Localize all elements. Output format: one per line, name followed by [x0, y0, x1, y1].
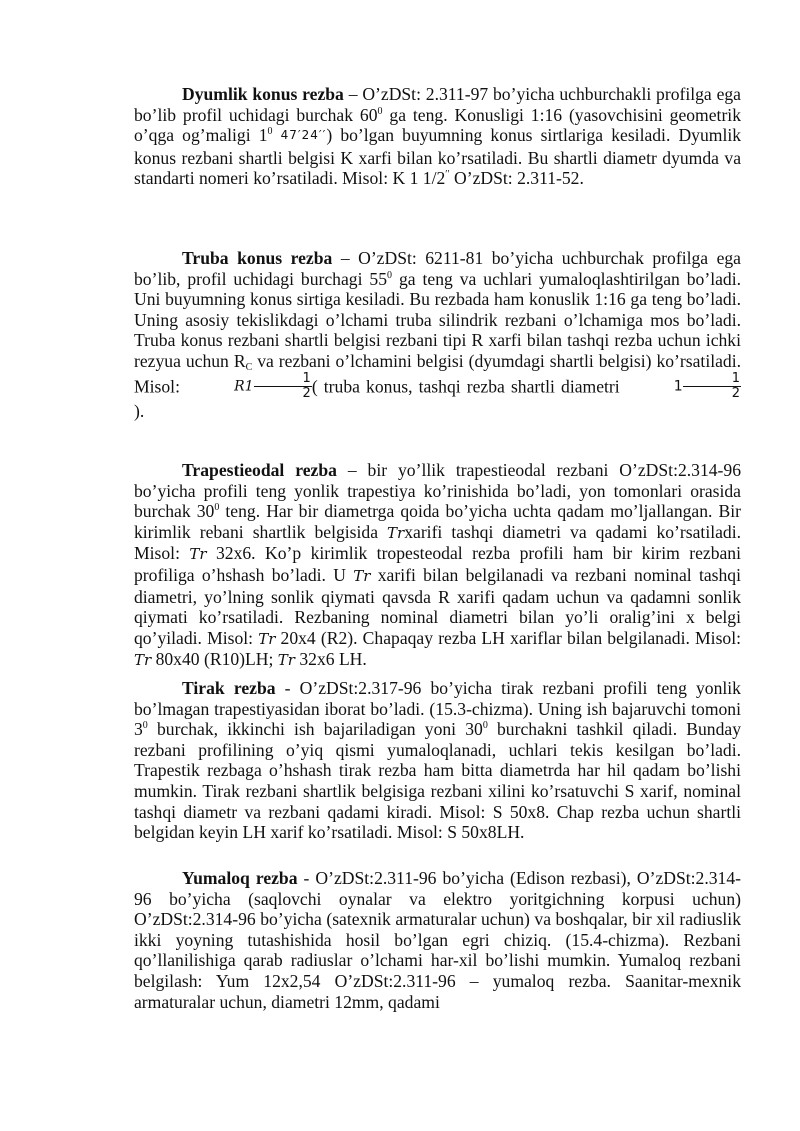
text: 20x4 (R2). Chapaqay rezba LH xariflar bilan belgilanadi. Misol: — [275, 627, 741, 648]
text: xarifi bilan belgilanadi va rezbani nominal tashqi diametri, yo’lning sonlik qiymati qavsda R xarifi qadam uchun va qadamni sonlik qiymati ko’rsatiladi. Rezbaning nominal diametri bilan yo’li oralig’ini x belgi qo’yiladi. Misol: — [134, 564, 741, 648]
text: ga teng. Konusligi 1:16 (yasovchisini geometrik o’qga og’maligi 1 — [134, 104, 741, 146]
paragraph-yumaloq-rezba — [134, 868, 741, 1012]
fraction-numerator: 1 — [683, 372, 741, 387]
fraction-denominator: 2 — [731, 385, 740, 401]
fraction-denominator: 2 — [302, 385, 311, 401]
text: ). — [134, 400, 145, 421]
text: xarifi tashqi diametri va qadami ko’rsatiladi. Misol: — [134, 521, 741, 564]
paragraph-dyumlik-konus-rezba — [134, 84, 741, 189]
text: - O’zDSt:2.317-96 bo’yicha tirak rezbani profili teng yonlik bo’lmagan trapestiyasidan iborat bo’ladi. (15.3-chizma). Uning ish bajaruvchi tomoni 3 — [134, 678, 741, 740]
fraction — [254, 372, 312, 401]
superscript: 0 — [377, 105, 383, 117]
term-truba-konus-rezba: Truba konus rezba — [182, 248, 333, 268]
superscript: 0 — [482, 720, 488, 732]
text: 80x40 (R10)LH; — [151, 649, 278, 670]
term-dyumlik-konus-rezba: Dyumlik konus rezba — [182, 84, 344, 104]
text: O’zDSt: 2.311-52. — [449, 168, 584, 189]
tr-symbol: Tr — [387, 523, 405, 542]
fraction-numerator: 1 — [254, 372, 312, 387]
paragraph-trapestieodal-rezba — [134, 460, 741, 671]
tr-symbol: Tr — [189, 545, 207, 564]
tr-symbol: Tr — [353, 566, 371, 585]
text: burchakni tashkil qiladi. Bunday rezbani profilining o’yiq qismi yumaloqlanadi, uchlari tekis kesilgan bo’ladi. Trapestik rezbaga o’hshash tirak rezba ham bitta diametrda har hil qadam bo’lishi mumkin. Tirak rezbani shartlik belgisiga rezbani xilini ko’rsatuvchi S xarif, nominal tashqi diametr va rezbani qadami kiradi. Misol: S 50x8. Chap rezba uchun shartli belgidan keyin LH xarif ko’rsatiladi. Misol: S 50x8LH. — [134, 719, 741, 843]
text: – bir yo’llik trapestieodal rezbani O’zDSt:2.314-96 bo’yicha profili teng yonlik trapestiya ko’rinishida bo’ladi, yon tomonlari orasida burchak 30 — [134, 460, 741, 522]
formula-one-half-inch — [626, 372, 741, 401]
inch-mark: ′′ — [445, 169, 450, 181]
text: ( truba konus, tashqi rezba shartli diametri — [311, 376, 626, 397]
term-yumaloq-rezba: Yumaloq rezba — [182, 868, 298, 888]
superscript: 0 — [267, 126, 273, 138]
subscript: C — [245, 361, 253, 373]
paragraph-tirak-rezba — [134, 678, 741, 843]
tr-symbol: Tr — [258, 629, 276, 648]
text: – O’zDSt: 6211-81 bo’yicha uchburchak profilga ega bo’lib, profil uchidagi burchagi 55 — [134, 248, 741, 289]
text: teng. Har bir diametrga qoida bo’yicha uchta qadam mo’ljallangan. Bir kirimlik rebani shartlik belgisida — [134, 501, 741, 542]
formula-r: R1 — [234, 378, 254, 395]
text: 32x6. Ko’p kirimlik tropesteodal rezba profili ham bir kirim rezbani profiliga o’hshash bo’ladi. U — [134, 543, 741, 585]
formula-r-one-half — [186, 372, 312, 401]
fraction — [683, 372, 741, 401]
fraction-whole: 1 — [673, 378, 683, 395]
term-trapestieodal-rezba: Trapestieodal rezba — [182, 460, 337, 480]
term-tirak-rezba: Tirak rezba — [182, 678, 276, 698]
paragraph-truba-konus-rezba — [134, 248, 741, 421]
tr-symbol: Tr — [134, 651, 152, 670]
text: burchak, ikkinchi ish bajariladigan yoni 30 — [147, 719, 483, 740]
superscript: 0 — [142, 720, 148, 732]
superscript: 0 — [214, 502, 220, 514]
text: ga teng va uchlari yumaloqlashtirilgan bo’ladi. Uni buyumning konus sirtiga kesiladi. Bu rezbada ham konuslik 1:16 ga teng bo’ladi. Uning asosiy tekislikdagi o’lchami truba silindrik rezbani o’lchamiga mos bo’ladi. Truba konus rezbani shartli belgisi rezbani tipi R xarfi bilan tashqi rezba uchun ichki rezyua uchun R — [134, 268, 741, 371]
text: ) bo’lgan buyumning konus sirtlariga kesiladi. Dyumlik konus rezbani shartli belgisi K xarfi bilan ko’rsatiladi. Bu shartli diametr dyumda va standarti nomeri ko’rsatiladi. Misol: K 1 1/2 — [134, 125, 742, 189]
superscript: 0 — [387, 269, 393, 281]
text: - O’zDSt:2.311-96 bo’yicha (Edison rezbasi), O’zDSt:2.314-96 bo’yicha (saqlovchi oynalar va elektro yoritgichning korpusi uchun) O’zDSt:2.314-96 bo’yicha (satexnik armaturalar uchun) va boshqalar, bir xil radiuslik ikki yoyning tutashishida hosil bo’lgan egri chiziq. (15.4-chizma). Rezbani qo’llanilishiga qarab radiuslar o’lchami har-xil bo’lishi mumkin. Yumaloq rezbani belgilash: Yum 12x2,54 O’zDSt:2.311-96 – yumaloq rezba. Saanitar-mexnik armaturalar uchun, diametri 12mm, qadami — [134, 868, 741, 1012]
text: 32x6 LH. — [294, 649, 367, 670]
text: va rezbani o’lchamini belgisi (dyumdagi shartli belgisi) ko’rsatiladi. Misol: — [134, 350, 741, 397]
tr-symbol: Tr — [277, 651, 295, 670]
angle-value: 47′24′′ — [280, 128, 327, 143]
text: – O’zDSt: 2.311-97 bo’yicha uchburchakli profilga ega bo’lib profil uchidagi burchak 60 — [134, 84, 741, 125]
